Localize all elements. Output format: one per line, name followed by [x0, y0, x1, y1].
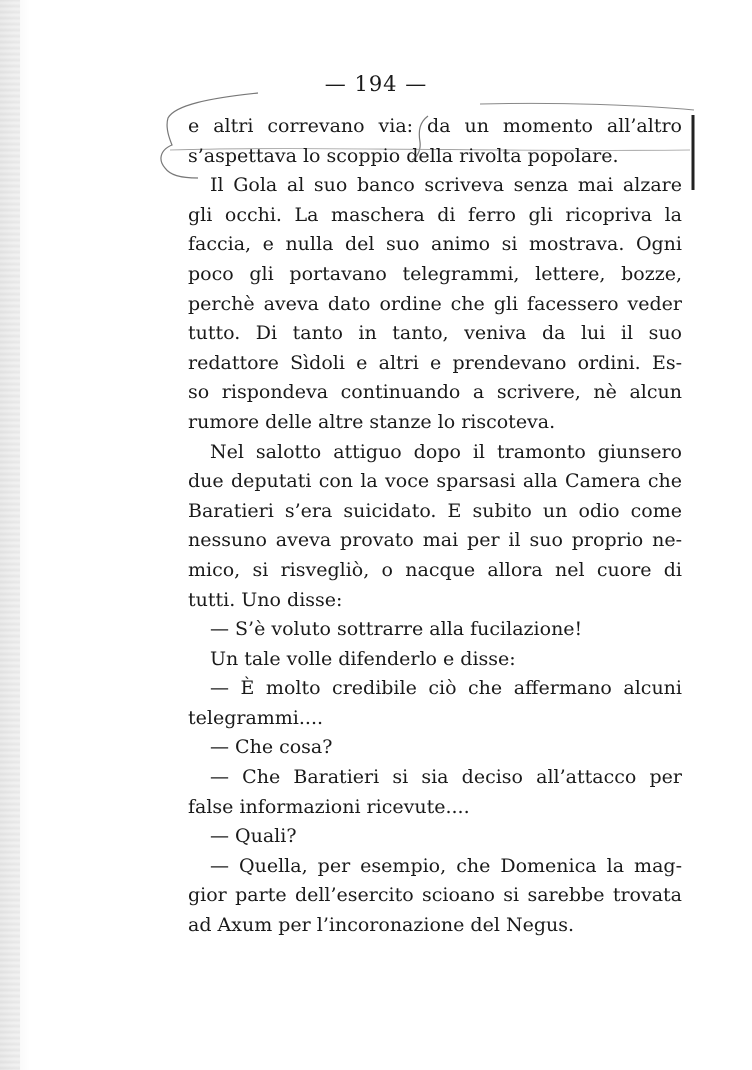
dialogue-line: ad Axum per l’incoronazione del Negus.: [188, 914, 575, 937]
text-line: nessuno aveva provato mai per il suo proprio ne-: [188, 529, 682, 552]
text-line: Il Gola al suo banco scriveva senza mai alzare: [210, 174, 682, 197]
text-line: redattore Sìdoli e altri e prendevano ordini. Es-: [188, 351, 682, 374]
text-line: due deputati con la voce sparsasi alla Camera che: [188, 470, 682, 493]
dialogue-line: — Quali?: [210, 825, 297, 848]
dialogue-line: — S’è voluto sottrarre alla fucilazione!: [210, 618, 583, 641]
text-line: so rispondeva continuando a scrivere, nè alcun: [188, 381, 682, 404]
dialogue-line: — Che cosa?: [210, 736, 333, 759]
dialogue-line: telegrammi....: [188, 706, 324, 729]
page-number: — 194 —: [324, 72, 428, 96]
text-line: Un tale volle difenderlo e disse:: [210, 647, 516, 670]
dialogue-line: — È molto credibile ciò che affermano alcuni: [210, 677, 682, 700]
dialogue-line: — Che Baratieri si sia deciso all’attacco per: [210, 766, 682, 789]
text-line: tutto. Di tanto in tanto, veniva da lui il suo: [188, 322, 682, 345]
text-line: rumore delle altre stanze lo riscoteva.: [188, 410, 556, 433]
text-line: mico, si risvegliò, o nacque allora nel cuore di: [188, 558, 682, 581]
text-line: Baratieri s’era suicidato. E subito un odio come: [188, 499, 682, 522]
binding-edge: [0, 0, 20, 1070]
text-line: tutti. Uno disse:: [188, 588, 343, 611]
dialogue-line: gior parte dell’esercito scioano si sarebbe trovata: [188, 884, 682, 907]
text-line: poco gli portavano telegrammi, lettere, bozze,: [188, 262, 682, 285]
text-line: e altri correvano via: da un momento all’altro: [188, 115, 682, 137]
text-line: s’aspettava lo scoppio della rivolta popolare.: [188, 144, 619, 167]
text-line: Nel salotto attiguo dopo il tramonto giunsero: [210, 440, 682, 463]
dialogue-line: — Quella, per esempio, che Domenica la mag-: [210, 854, 682, 877]
dialogue-line: false informazioni ricevute....: [188, 795, 470, 818]
text-line: perchè aveva dato ordine che gli facessero veder: [188, 292, 682, 315]
text-line: faccia, e nulla del suo animo si mostrava. Ogni: [188, 233, 682, 256]
body-text: [188, 112, 682, 941]
text-line: gli occhi. La maschera di ferro gli ricopriva la: [188, 203, 682, 226]
pencil-underline-top: [480, 103, 694, 110]
